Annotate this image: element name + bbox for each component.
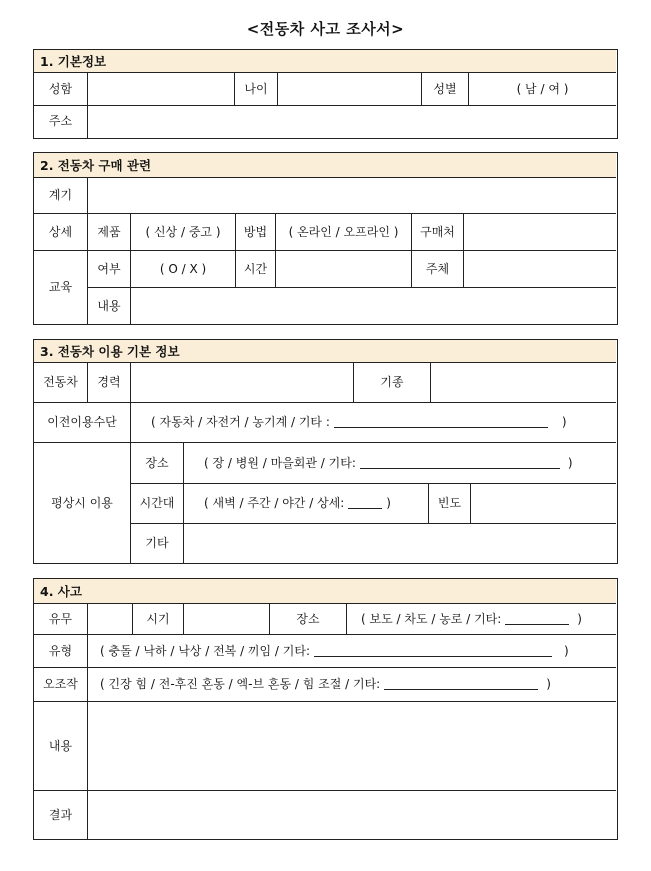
etc-field[interactable]: [184, 524, 616, 563]
misoperation-options[interactable]: [88, 668, 616, 701]
motive-field[interactable]: [88, 178, 616, 213]
career-label: 경력: [97, 375, 121, 390]
section1-header: 1. 기본정보: [34, 50, 616, 72]
motive-label: 계기: [48, 188, 73, 203]
section-accident: [33, 578, 618, 840]
misoperation-label: 오조작: [43, 677, 78, 692]
type-options-text: ( 충돌 / 낙하 / 낙상 / 전복 / 끼임 / 기타:: [100, 643, 311, 658]
whether-options[interactable]: ( O / X ): [159, 261, 207, 276]
accident-place-close: ): [577, 611, 582, 626]
address-label: 주소: [48, 114, 73, 129]
career-field[interactable]: [131, 363, 353, 402]
type-label: 유형: [48, 643, 73, 658]
name-label: 성함: [48, 81, 73, 96]
time-field[interactable]: [276, 251, 411, 287]
type-options[interactable]: [88, 635, 616, 667]
section3-header: 3. 전동차 이용 기본 정보: [34, 340, 616, 362]
timeslot-options[interactable]: [184, 484, 428, 523]
content-label: 내용: [97, 298, 121, 313]
education-label: 교육: [48, 280, 73, 295]
gender-label: 성별: [433, 81, 457, 96]
section-basic-info: [33, 49, 618, 139]
misoperation-close: ): [546, 677, 551, 692]
type-blank[interactable]: [314, 646, 552, 657]
frequency-label: 빈도: [437, 496, 462, 511]
product-label: 제품: [97, 224, 121, 239]
purchase-place-field[interactable]: [464, 214, 616, 250]
gender-options[interactable]: ( 남 / 여 ): [516, 81, 569, 96]
type-close: ): [564, 643, 569, 658]
whether-label: 여부: [97, 261, 121, 276]
model-field[interactable]: [431, 363, 616, 402]
place-label: 장소: [145, 455, 169, 470]
usual-use-label: 평상시 이용: [51, 495, 113, 510]
model-label: 기종: [380, 375, 404, 390]
name-field[interactable]: [88, 73, 234, 105]
section4-header: 4. 사고: [34, 579, 616, 603]
accident-content-field[interactable]: [88, 702, 616, 790]
section2-header: 2. 전동차 구매 관련: [34, 153, 616, 177]
prev-means-options-text: ( 자동차 / 자전거 / 농기계 / 기타 :: [151, 415, 330, 430]
timing-field[interactable]: [184, 604, 269, 634]
age-label: 나이: [244, 81, 268, 96]
prev-means-label: 이전이용수단: [47, 415, 117, 430]
result-field[interactable]: [88, 791, 616, 839]
product-options[interactable]: ( 신상 / 중고 ): [145, 224, 221, 239]
education-content-field[interactable]: [131, 288, 616, 324]
timing-label: 시기: [146, 611, 170, 626]
subject-field[interactable]: [464, 251, 616, 287]
purchase-place-label: 구매처: [420, 224, 455, 239]
accident-content-label: 내용: [48, 738, 73, 753]
age-field[interactable]: [278, 73, 421, 105]
place-blank[interactable]: [360, 458, 560, 469]
section-purchase: [33, 152, 618, 325]
prev-means-options[interactable]: [131, 403, 616, 442]
timeslot-blank[interactable]: [348, 498, 382, 509]
place-options-text: ( 장 / 병원 / 마을회관 / 기타:: [204, 455, 356, 470]
subject-label: 주체: [425, 261, 450, 276]
detail-label: 상세: [48, 224, 73, 239]
time-label: 시간: [243, 261, 268, 276]
prev-means-close: ): [561, 415, 567, 430]
existence-field[interactable]: [88, 604, 132, 634]
accident-place-label: 장소: [296, 611, 320, 626]
prev-means-blank[interactable]: [334, 417, 548, 428]
misoperation-options-text: ( 긴장 힘 / 전-후진 혼동 / 엑-브 혼동 / 힘 조절 / 기타:: [100, 677, 381, 692]
accident-place-options[interactable]: [347, 604, 616, 634]
accident-place-options-text: ( 보도 / 차도 / 농로 / 기타:: [361, 611, 502, 626]
section-usage-info: [33, 339, 618, 564]
result-label: 결과: [48, 807, 73, 822]
misoperation-blank[interactable]: [384, 679, 538, 690]
page-title: <전동차 사고 조사서>: [246, 20, 405, 38]
address-field[interactable]: [88, 106, 616, 137]
etc-label: 기타: [145, 536, 169, 551]
place-options[interactable]: [184, 443, 616, 483]
method-label: 방법: [243, 224, 268, 239]
existence-label: 유무: [48, 611, 73, 626]
vehicle-label: 전동차: [43, 375, 78, 390]
method-options[interactable]: ( 온라인 / 오프라인 ): [288, 224, 399, 239]
accident-place-blank[interactable]: [505, 614, 569, 625]
timeslot-options-text: ( 새벽 / 주간 / 야간 / 상세:: [204, 496, 345, 511]
place-close: ): [567, 455, 573, 470]
timeslot-close: ): [386, 496, 391, 511]
timeslot-label: 시간대: [139, 496, 175, 511]
frequency-field[interactable]: [471, 484, 616, 523]
